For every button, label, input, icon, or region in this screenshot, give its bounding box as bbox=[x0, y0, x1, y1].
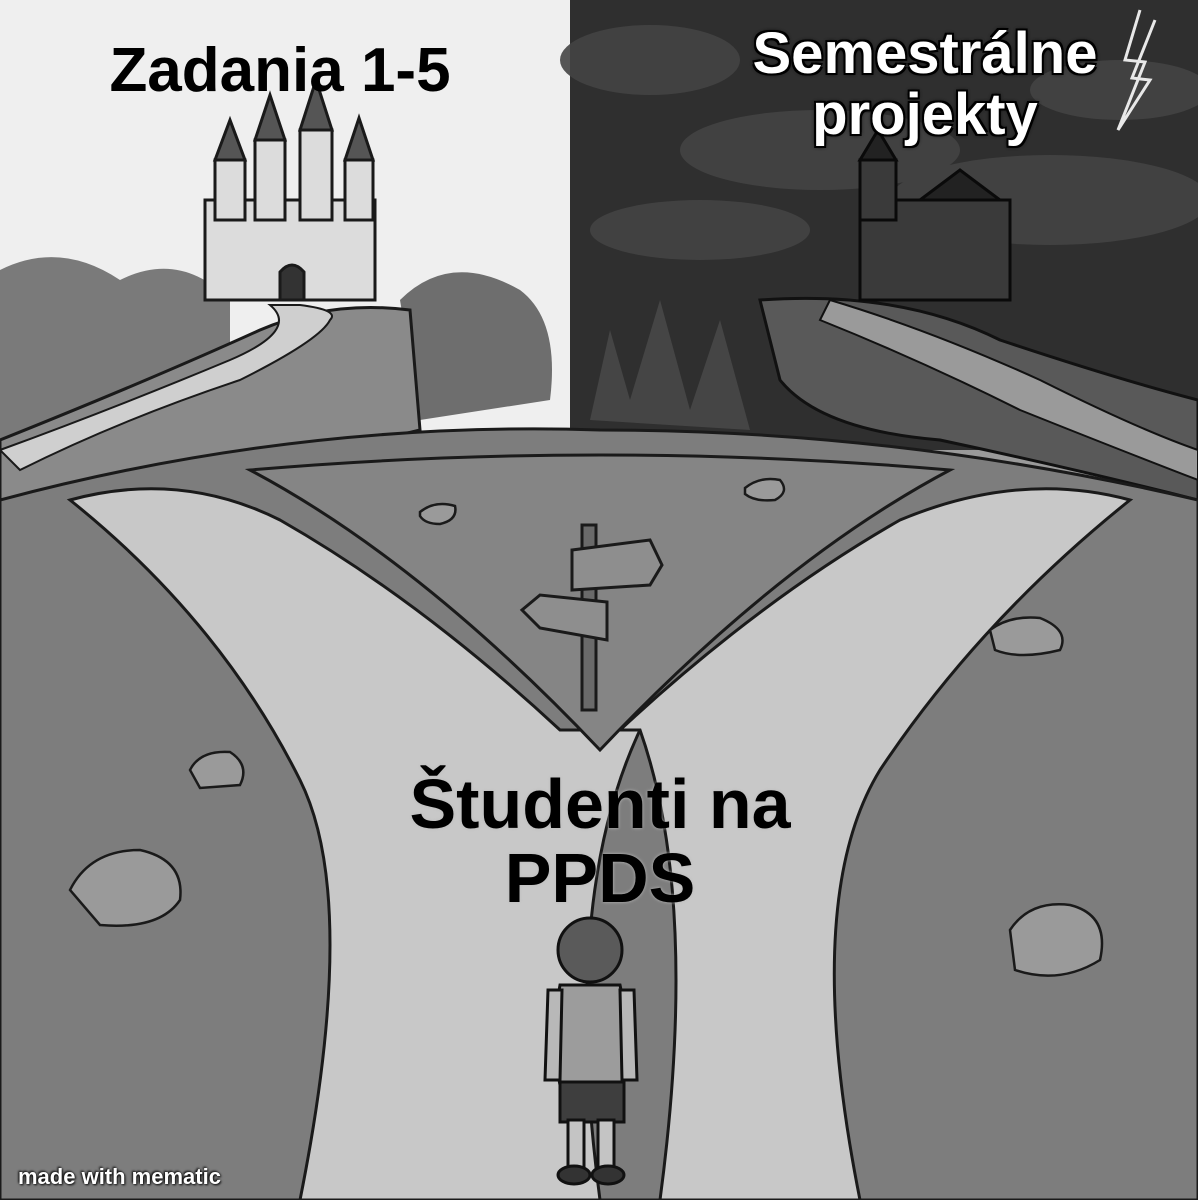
mematic-watermark: made with mematic bbox=[18, 1164, 221, 1189]
caption-top-right: Semestrálne projekty bbox=[752, 21, 1098, 147]
caption-top-left: Zadania 1-5 bbox=[109, 36, 451, 105]
caption-center: Študenti na PPDS bbox=[409, 765, 791, 917]
